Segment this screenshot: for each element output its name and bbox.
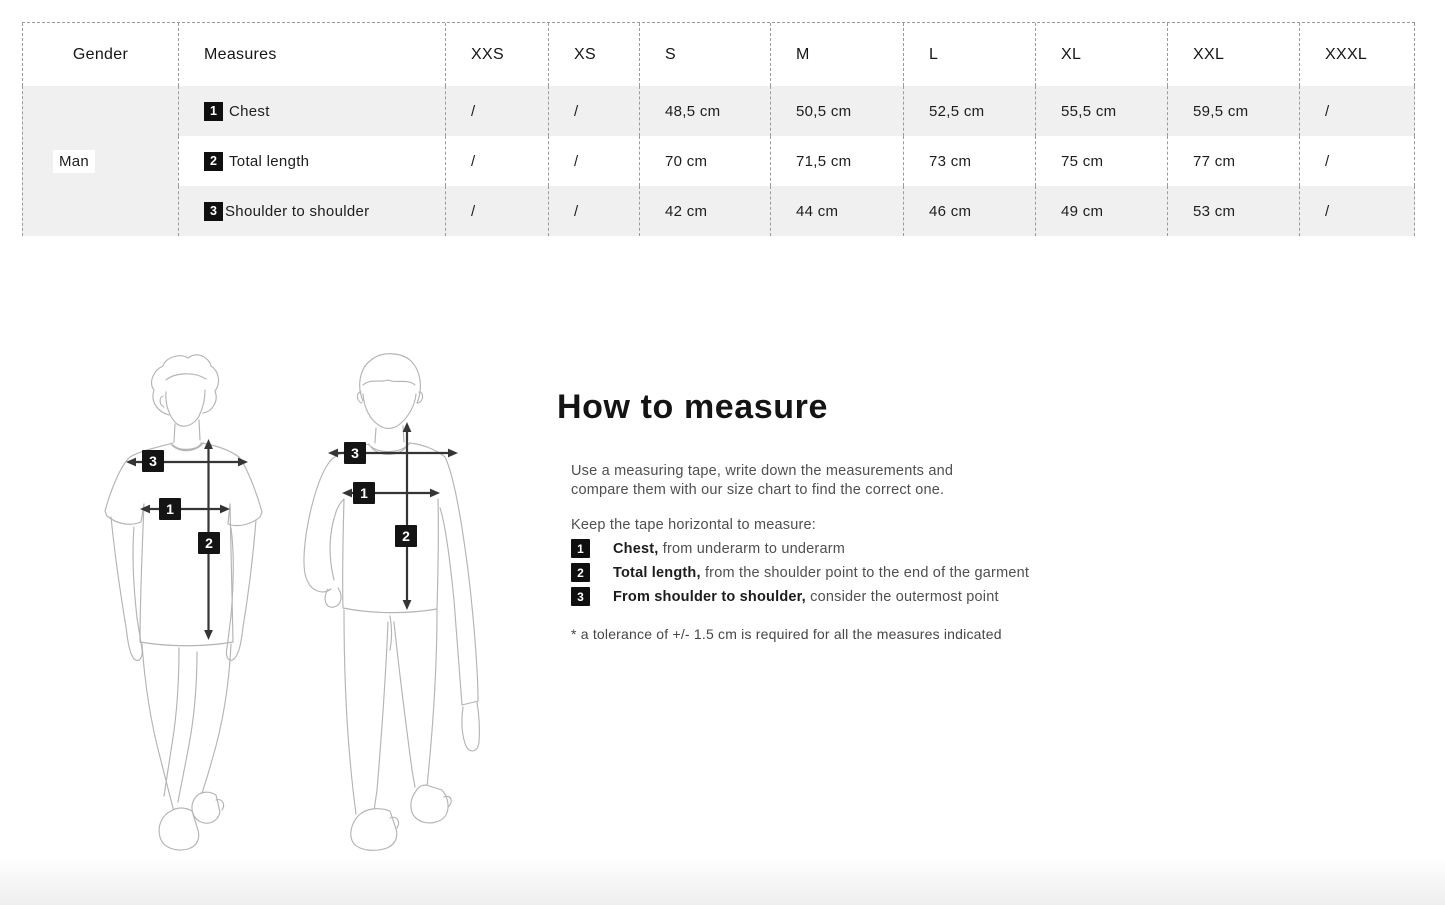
size-value-cell: / bbox=[445, 186, 548, 236]
how-to-measure-subtitle: Keep the tape horizontal to measure: bbox=[571, 517, 816, 533]
size-value-cell: 71,5 cm bbox=[770, 136, 903, 186]
tolerance-note: * a tolerance of +/- 1.5 cm is required for all the measures indicated bbox=[571, 626, 1002, 642]
size-value-cell: / bbox=[548, 86, 639, 136]
measure-number-badge: 3 bbox=[204, 202, 223, 221]
size-value-cell: 73 cm bbox=[903, 136, 1035, 186]
size-value-cell: 48,5 cm bbox=[639, 86, 770, 136]
step-description: from underarm to underarm bbox=[658, 540, 846, 557]
measure-label: Total length bbox=[229, 152, 310, 170]
measure-step-total-length bbox=[571, 563, 1029, 582]
gender-value: Man bbox=[53, 150, 95, 173]
size-value-cell: 52,5 cm bbox=[903, 86, 1035, 136]
size-value-cell: / bbox=[548, 186, 639, 236]
male-figure-longsleeve-illustration bbox=[298, 350, 488, 853]
size-value-cell: / bbox=[445, 86, 548, 136]
figure2-length-marker: 2 bbox=[395, 525, 417, 547]
size-value-cell: / bbox=[548, 136, 639, 186]
figure1-shoulder-marker: 3 bbox=[142, 450, 164, 472]
measure-row-chest-label bbox=[178, 86, 445, 136]
size-value-cell: 59,5 cm bbox=[1167, 86, 1299, 136]
gender-cell bbox=[22, 86, 178, 236]
size-value-cell: / bbox=[1299, 136, 1415, 186]
column-header-size-xs: XS bbox=[548, 23, 639, 86]
size-value-cell: 53 cm bbox=[1167, 186, 1299, 236]
how-to-measure-title: How to measure bbox=[557, 388, 829, 426]
measure-label: Shoulder to shoulder bbox=[225, 202, 370, 220]
size-value-cell: 44 cm bbox=[770, 186, 903, 236]
male-figure-tshirt-illustration bbox=[100, 352, 270, 854]
measure-step-shoulder bbox=[571, 587, 1029, 606]
size-value-cell: 55,5 cm bbox=[1035, 86, 1167, 136]
figure1-length-marker: 2 bbox=[198, 532, 220, 554]
column-header-size-m: M bbox=[770, 23, 903, 86]
step-term: Chest, bbox=[613, 540, 659, 557]
column-header-size-xxl: XXL bbox=[1167, 23, 1299, 86]
column-header-gender: Gender bbox=[22, 23, 178, 86]
column-header-measures: Measures bbox=[178, 23, 445, 86]
column-header-size-xxxl: XXXL bbox=[1299, 23, 1415, 86]
measure-steps-list bbox=[571, 539, 1029, 611]
step-description: from the shoulder point to the end of the garment bbox=[700, 564, 1030, 581]
size-value-cell: / bbox=[1299, 86, 1415, 136]
step-number-badge: 1 bbox=[571, 539, 590, 558]
measure-row-total-length-label bbox=[178, 136, 445, 186]
size-value-cell: 75 cm bbox=[1035, 136, 1167, 186]
step-term: From shoulder to shoulder, bbox=[613, 588, 806, 605]
figure2-shoulder-marker: 3 bbox=[344, 442, 366, 464]
size-value-cell: 50,5 cm bbox=[770, 86, 903, 136]
how-to-measure-intro: Use a measuring tape, write down the measurements and compare them with our size chart to find the correct one. bbox=[571, 463, 954, 498]
step-description: consider the outermost point bbox=[805, 588, 999, 605]
measure-label: Chest bbox=[229, 102, 270, 120]
bottom-fade-gradient bbox=[0, 857, 1445, 905]
size-chart-table bbox=[22, 22, 1415, 236]
figure1-chest-marker: 1 bbox=[159, 498, 181, 520]
size-value-cell: 46 cm bbox=[903, 186, 1035, 236]
size-value-cell: 49 cm bbox=[1035, 186, 1167, 236]
step-number-badge: 2 bbox=[571, 563, 590, 582]
step-term: Total length, bbox=[613, 564, 701, 581]
size-value-cell: 42 cm bbox=[639, 186, 770, 236]
figure2-chest-marker: 1 bbox=[353, 482, 375, 504]
measure-number-badge: 1 bbox=[204, 102, 223, 121]
column-header-size-s: S bbox=[639, 23, 770, 86]
size-value-cell: / bbox=[445, 136, 548, 186]
column-header-size-xl: XL bbox=[1035, 23, 1167, 86]
measure-step-chest bbox=[571, 539, 1029, 558]
size-value-cell: 70 cm bbox=[639, 136, 770, 186]
column-header-size-xxs: XXS bbox=[445, 23, 548, 86]
step-number-badge: 3 bbox=[571, 587, 590, 606]
measure-number-badge: 2 bbox=[204, 152, 223, 171]
column-header-size-l: L bbox=[903, 23, 1035, 86]
size-value-cell: / bbox=[1299, 186, 1415, 236]
measure-row-shoulder-label bbox=[178, 186, 445, 236]
size-value-cell: 77 cm bbox=[1167, 136, 1299, 186]
